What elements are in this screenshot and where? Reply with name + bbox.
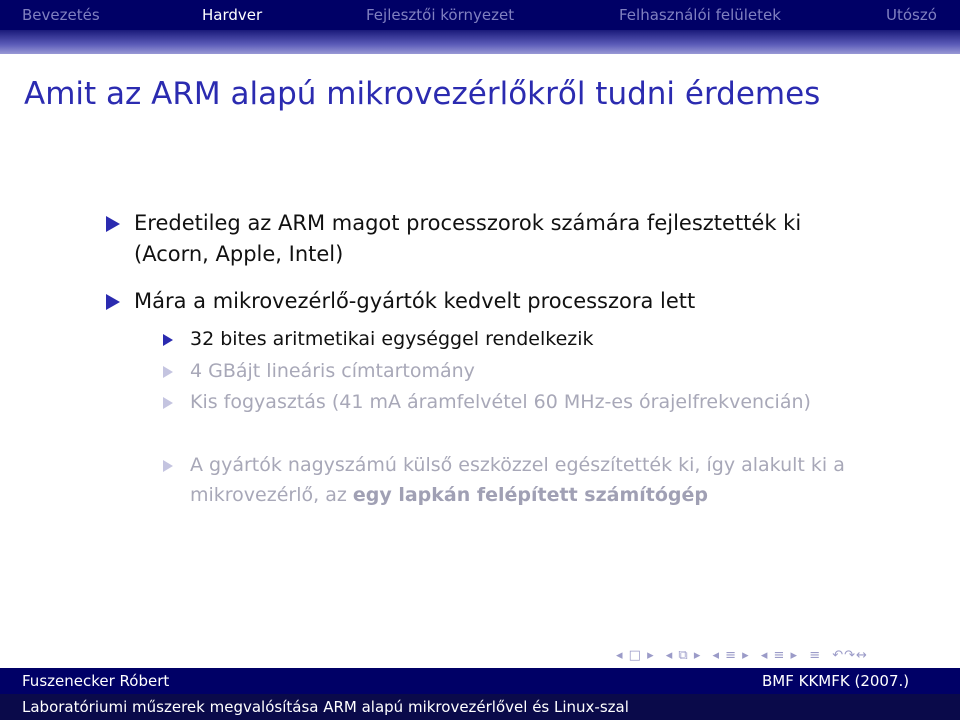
subbullet-triangle-icon: [163, 334, 173, 346]
footer-bar-bottom: [0, 694, 960, 720]
nav-item-felhasznaloi-feluletek[interactable]: Felhasználói felületek: [619, 6, 781, 24]
footer-bar-top: [0, 668, 960, 694]
subbullet-3: Kis fogyasztás (41 mA áramfelvétel 60 MHz-es órajelfrekvencián): [190, 391, 811, 413]
slide-navigation-controls: [616, 648, 874, 666]
slide-title: Amit az ARM alapú mikrovezérlőkről tudni érdemes: [24, 76, 821, 112]
subbullet-1: 32 bites aritmetikai egységgel rendelkezik: [190, 328, 594, 350]
subbullet-4-text: A gyártók nagyszámú külső eszközzel egészítették ki, így alakult ki a mikrovezérlő, az: [190, 454, 845, 506]
frame-nav-icon[interactable]: ◂ □ ▸: [616, 648, 655, 663]
subbullet-4: [190, 450, 850, 510]
nav-item-utoszo[interactable]: Utószó: [886, 6, 937, 24]
subbullet-4-bold: egy lapkán felépített számítógép: [352, 484, 709, 506]
bullet-1: Eredetileg az ARM magot processzorok számára fejlesztették ki (Acorn, Apple, Intel): [134, 211, 802, 266]
subbullet-triangle-icon: [163, 366, 173, 378]
navigation-gradient-strip: [0, 30, 960, 54]
footer-talk-title: Laboratóriumi műszerek megvalósítása ARM alapú mikrovezérlővel és Linux-szal: [22, 698, 629, 716]
section-nav-icon[interactable]: ◂ ≡ ▸: [712, 648, 750, 663]
section-navigation-bar: [0, 0, 960, 30]
subbullet-triangle-icon: [163, 397, 173, 409]
subbullet-2: 4 GBájt lineáris címtartomány: [190, 360, 475, 382]
nav-item-hardver[interactable]: Hardver: [202, 6, 263, 24]
subbullet-triangle-icon: [163, 460, 173, 472]
bullet-triangle-icon: [106, 294, 120, 310]
bullet-2: Mára a mikrovezérlő-gyártók kedvelt processzora lett: [134, 289, 696, 313]
footer-author: Fuszenecker Róbert: [22, 672, 170, 690]
footer-institution: BMF KKMFK (2007.): [762, 672, 910, 690]
bullet-triangle-icon: [106, 216, 120, 232]
appendix-nav-icon[interactable]: ≡: [809, 648, 822, 663]
nav-item-bevezetes[interactable]: Bevezetés: [22, 6, 100, 24]
part-nav-icon[interactable]: ◂ ≡ ▸: [760, 648, 799, 663]
nav-item-fejlesztoi-kornyezet[interactable]: Fejlesztői környezet: [366, 6, 515, 24]
subsection-nav-icon[interactable]: ◂ ⧉ ▸: [665, 648, 702, 663]
search-back-icon[interactable]: ↶↷↔: [832, 648, 868, 663]
